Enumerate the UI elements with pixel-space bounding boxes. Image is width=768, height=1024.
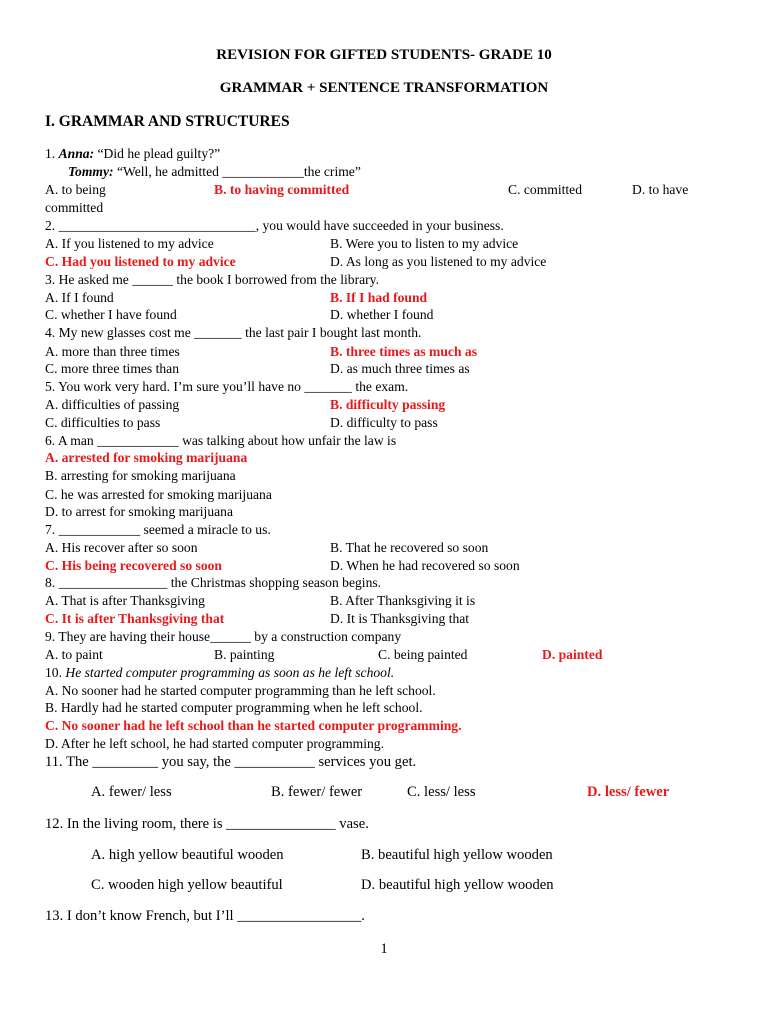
question-5-stem: 5. You work very hard. I’m sure you’ll have no _______ the exam. [45,379,409,394]
question-2-stem: 2. _____________________________, you would have succeeded in your business. [45,218,504,233]
option-a: A. No sooner had he started computer programming than he left school. [45,683,436,698]
correct-answer: A. arrested for smoking marijuana [45,450,248,465]
question-13-stem: 13. I don’t know French, but I’ll _________________. [45,908,365,924]
option-d: D. It is Thanksgiving that [330,611,470,626]
option-c: C. being painted [378,647,468,662]
section-heading: I. GRAMMAR AND STRUCTURES [45,113,290,130]
option-c: C. less/ less [407,784,476,800]
option-d: D. as much three times as [330,361,470,376]
question-8-stem: 8. ________________ the Christmas shopping season begins. [45,575,382,590]
question-6-stem: 6. A man ____________ was talking about how unfair the law is [45,433,397,448]
question-9-stem: 9. They are having their house______ by a construction company [45,629,402,644]
question-1-line-1 [45,145,220,162]
option-d: D. to arrest for smoking marijuana [45,504,233,519]
document-subtitle: GRAMMAR + SENTENCE TRANSFORMATION [219,80,549,96]
option-b: B. arresting for smoking marijuana [45,468,236,483]
question-3-stem: 3. He asked me ______ the book I borrowed from the library. [45,272,379,287]
correct-answer: C. Had you listened to my advice [45,254,236,269]
option-c: C. he was arrested for smoking marijuana [45,487,272,502]
question-1-quote-2: “Well, he admitted ____________the crime” [113,164,361,179]
option-c: C. difficulties to pass [45,415,161,430]
option-c: C. more three times than [45,361,180,376]
option-c: C. wooden high yellow beautiful [91,877,283,893]
option-d-continued: committed [45,200,104,215]
question-10-sentence: He started computer programming as soon as he left school. [65,665,395,680]
option-a: A. difficulties of passing [45,397,180,412]
option-a: A. more than three times [45,344,180,359]
correct-answer: C. His being recovered so soon [45,558,222,573]
correct-answer: D. less/ fewer [587,784,670,800]
question-12-stem: 12. In the living room, there is _______________ vase. [45,816,369,832]
correct-answer: C. No sooner had he left school than he started computer programming. [45,718,462,733]
option-a: A. His recover after so soon [45,540,198,555]
correct-answer: B. If I had found [330,290,428,305]
option-d: D. beautiful high yellow wooden [361,877,554,893]
question-11-stem: 11. The _________ you say, the ___________ services you get. [45,754,417,770]
correct-answer: B. difficulty passing [330,397,446,412]
option-d: D. As long as you listened to my advice [330,254,547,269]
question-10-stem [45,664,394,681]
question-1-line-2 [68,163,361,180]
question-4-stem: 4. My new glasses cost me _______ the last pair I bought last month. [45,325,422,340]
question-7-stem: 7. ____________ seemed a miracle to us. [45,522,271,537]
option-b: B. Hardly had he started computer programming when he left school. [45,700,423,715]
option-b: B. beautiful high yellow wooden [361,847,553,863]
option-d: D. to have [632,182,689,197]
option-b: B. fewer/ fewer [271,784,363,800]
option-d: D. whether I found [330,307,434,322]
option-d: D. When he had recovered so soon [330,558,520,573]
question-1-quote-1: “Did he plead guilty?” [94,146,221,161]
option-b: B. painting [214,647,275,662]
option-c: C. committed [508,182,583,197]
correct-answer: B. to having committed [214,182,350,197]
option-a: A. If I found [45,290,114,305]
speaker-anna: Anna: [58,146,95,161]
option-b: B. After Thanksgiving it is [330,593,476,608]
document-title: REVISION FOR GIFTED STUDENTS- GRADE 10 [216,47,552,63]
option-d: D. After he left school, he had started computer programming. [45,736,384,751]
question-number: 10. [45,665,66,680]
page-number: 1 [380,941,388,957]
option-a: A. to being [45,182,106,197]
speaker-tommy: Tommy: [68,164,114,179]
option-a: A. That is after Thanksgiving [45,593,205,608]
option-d: D. difficulty to pass [330,415,438,430]
option-c: C. whether I have found [45,307,177,322]
option-a: A. high yellow beautiful wooden [91,847,284,863]
correct-answer: C. It is after Thanksgiving that [45,611,225,626]
option-b: B. Were you to listen to my advice [330,236,519,251]
option-a: A. If you listened to my advice [45,236,214,251]
option-b: B. That he recovered so soon [330,540,489,555]
question-number: 1. [45,146,56,161]
option-a: A. to paint [45,647,103,662]
correct-answer: B. three times as much as [330,344,478,359]
correct-answer: D. painted [542,647,603,662]
option-a: A. fewer/ less [91,784,172,800]
